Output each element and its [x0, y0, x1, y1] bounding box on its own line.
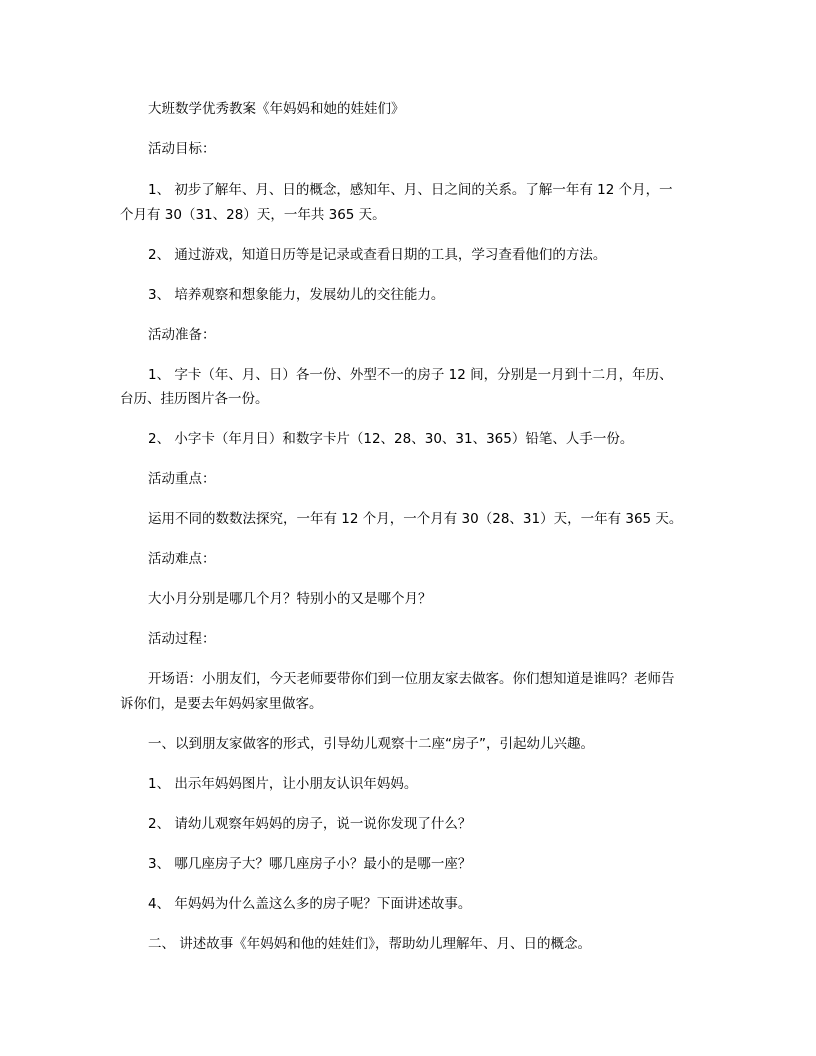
document-title: 大班数学优秀教案《年妈妈和她的娃娃们》 — [148, 101, 405, 117]
key-heading: 活动重点： — [148, 471, 216, 487]
goal-3: 3、 培养观察和想象能力，发展幼儿的交往能力。 — [148, 287, 445, 303]
goals-heading: 活动目标： — [148, 141, 216, 157]
process-heading: 活动过程： — [148, 631, 216, 647]
opening-line-2: 诉你们，是要去年妈妈家里做客。 — [120, 696, 323, 712]
step-1-item-1: 1、 出示年妈妈图片，让小朋友认识年妈妈。 — [148, 776, 418, 792]
prep-1-line-2: 台历、挂历图片各一份。 — [120, 391, 269, 407]
goal-1-line-1: 1、 初步了解年、月、日的概念，感知年、月、日之间的关系。了解一年有 12 个月，一 — [148, 182, 673, 198]
prep-heading: 活动准备： — [148, 327, 216, 343]
step-2-heading: 二、 讲述故事《年妈妈和他的娃娃们》，帮助幼儿理解年、月、日的概念。 — [148, 936, 592, 952]
prep-2: 2、 小字卡（年月日）和数字卡片（12、28、30、31、365）铅笔、人手一份。 — [148, 431, 634, 447]
step-1-item-4: 4、 年妈妈为什么盖这么多的房子呢？下面讲述故事。 — [148, 896, 472, 912]
goal-1-line-2: 个月有 30（31、28）天，一年共 365 天。 — [120, 207, 386, 223]
opening-line-1: 开场语：小朋友们，今天老师要带你们到一位朋友家去做客。你们想知道是谁吗？老师告 — [148, 671, 675, 687]
difficulty-text: 大小月分别是哪几个月？特别小的又是哪个月？ — [148, 591, 432, 607]
key-text: 运用不同的数数法探究，一年有 12 个月，一个月有 30（28、31）天，一年有 365 天。 — [148, 511, 683, 527]
step-1-item-2: 2、 请幼儿观察年妈妈的房子，说一说你发现了什么？ — [148, 816, 472, 832]
step-1-item-3: 3、 哪几座房子大？哪几座房子小？最小的是哪一座？ — [148, 856, 472, 872]
step-1-heading: 一、以到朋友家做客的形式，引导幼儿观察十二座“房子”，引起幼儿兴趣。 — [148, 736, 594, 752]
difficulty-heading: 活动难点： — [148, 551, 216, 567]
prep-1-line-1: 1、 字卡（年、月、日）各一份、外型不一的房子 12 间，分别是一月到十二月，年历、 — [148, 367, 673, 383]
goal-2: 2、 通过游戏，知道日历等是记录或查看日期的工具，学习查看他们的方法。 — [148, 247, 607, 263]
